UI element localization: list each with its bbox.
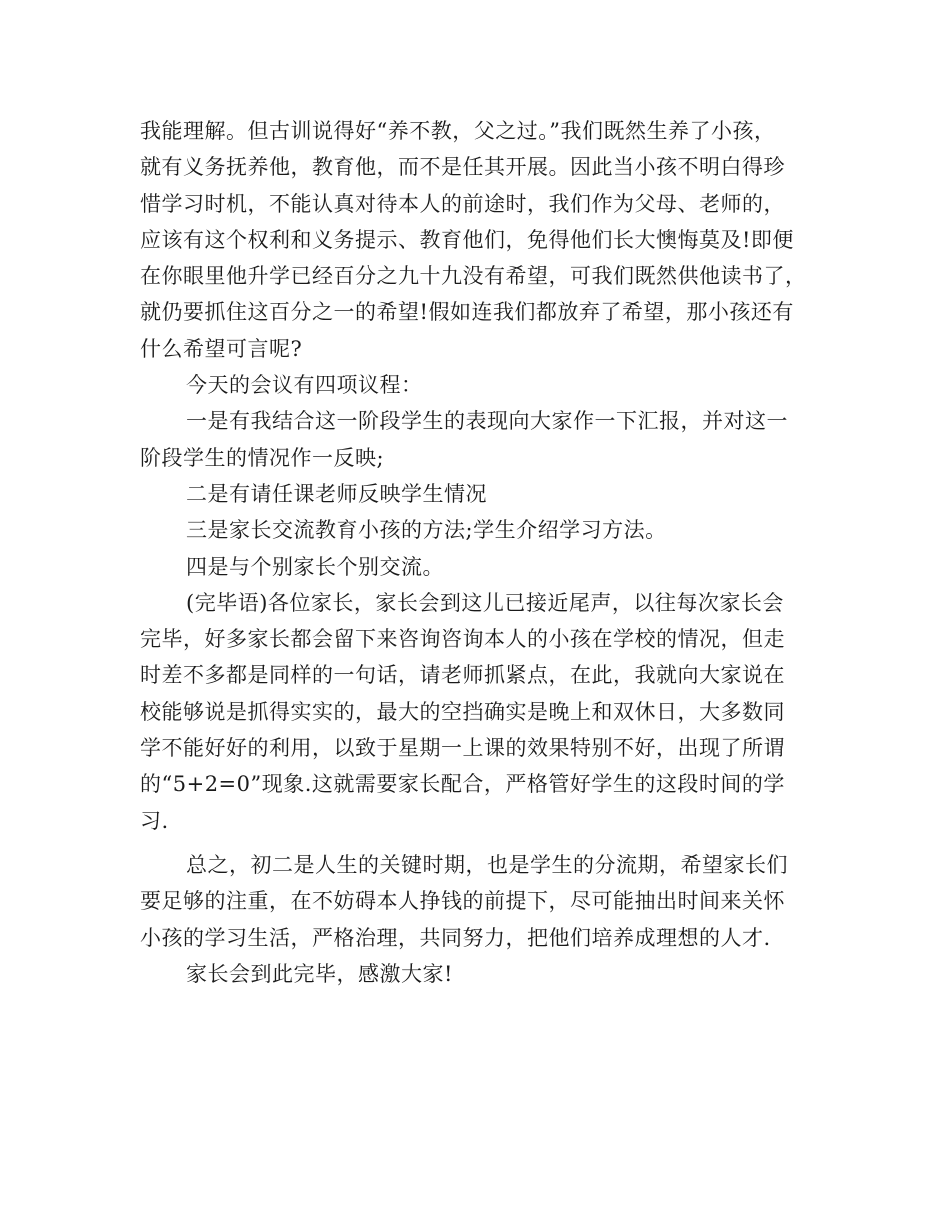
paragraph-line: 就仍要抓住这百分之一的希望!假如连我们都放弃了希望，那小孩还有 [140,300,794,325]
paragraph-line: 我能理解。但古训说得好“养不教，父之过。”我们既然生养了小孩， [140,119,776,143]
agenda-item-3: 三是家长交流教育小孩的方法;学生介绍学习方法。 [186,518,667,543]
paragraph-line: 的“5+2=0”现象.这就需要家长配合，严格管好学生的这段时间的学 [140,772,785,797]
paragraph-line: 惜学习时机，不能认真对待本人的前途时，我们作为父母、老师的， [140,191,785,216]
paragraph-line: 总之，初二是人生的关键时期，也是学生的分流期，希望家长们 [186,852,788,877]
paragraph-line: 习. [140,808,169,833]
paragraph-line: 校能够说是抓得实实的，最大的空挡确实是晚上和双休日，大多数同 [140,699,785,724]
agenda-item-2: 二是有请任课老师反映学生情况 [186,481,487,506]
agenda-item-4: 四是与个别家长个别交流。 [186,554,444,579]
paragraph-line: 在你眼里他升学已经百分之九十九没有希望，可我们既然供他读书了， [140,264,807,289]
paragraph-line: 就有义务抚养他，教育他，而不是任其开展。因此当小孩不明白得珍 [140,155,785,180]
paragraph-line: 完毕，好多家长都会留下来咨询咨询本人的小孩在学校的情况，但走 [140,627,785,652]
paragraph-line: 小孩的学习生活，严格治理，共同努力，把他们培养成理想的人才. [140,925,771,950]
paragraph-line: 时差不多都是同样的一句话，请老师抓紧点，在此，我就向大家说在 [140,663,785,688]
agenda-intro: 今天的会议有四项议程： [186,373,423,398]
paragraph-line: (完毕语)各位家长，家长会到这儿已接近尾声，以往每次家长会 [186,590,784,615]
closing-line: 家长会到此完毕，感激大家! [186,961,453,986]
paragraph-line: 什么希望可言呢? [140,336,303,361]
paragraph-line: 学不能好好的利用，以致于星期一上课的效果特别不好，出现了所谓 [140,736,785,761]
paragraph-line: 应该有这个权利和义务提示、教育他们，免得他们长大懊悔莫及!即便 [140,227,794,252]
agenda-item-1: 一是有我结合这一阶段学生的表现向大家作一下汇报，并对这一 [186,409,788,434]
agenda-item-1-cont: 阶段学生的情况作一反映; [140,445,385,470]
paragraph-line: 要足够的注重，在不妨碍本人挣钱的前提下，尽可能抽出时间来关怀 [140,889,785,914]
document-body [140,113,840,992]
